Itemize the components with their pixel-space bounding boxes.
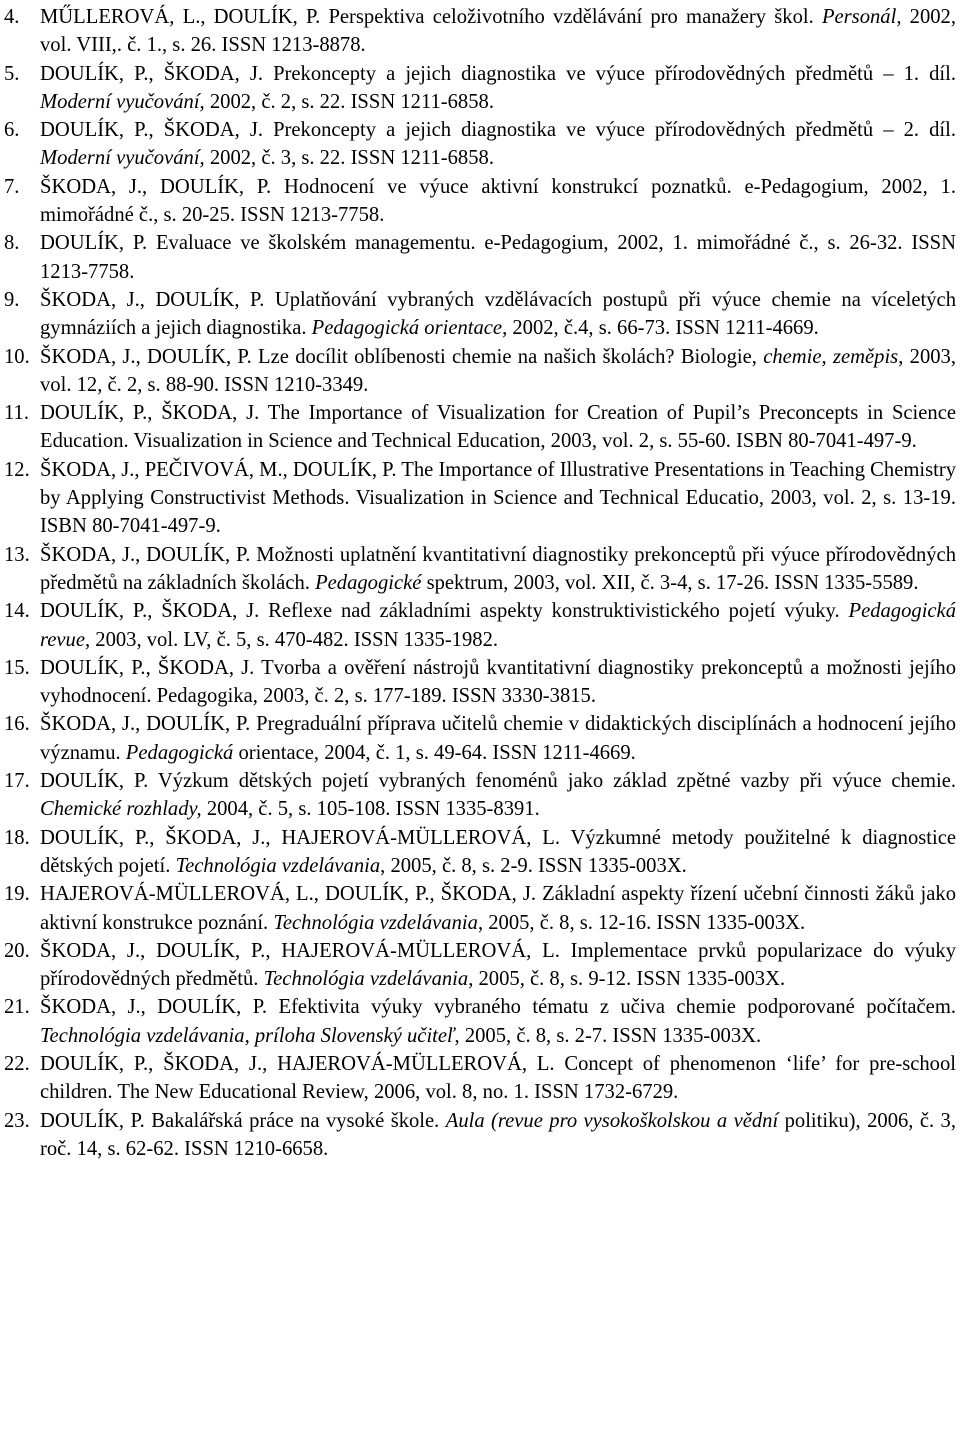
reference-number: 23.: [4, 1109, 30, 1132]
reference-entry: [4, 1050, 956, 1107]
reference-italic-title: Aula (revue pro vysokoškolskou a vědní: [445, 1109, 779, 1132]
reference-entry: [4, 654, 956, 711]
reference-italic-title: Technológia vzdelávania: [273, 911, 478, 934]
reference-text-part: ŠKODA, J., DOULÍK, P. Možnosti uplatnění kvantitativní diagnostiky prekonceptů při výuce přírodovědných předmětů na základních školách.: [40, 543, 956, 594]
reference-text-part: ŠKODA, J., DOULÍK, P. Uplatňování vybraných vzdělávacích postupů při výuce chemie na víceletých gymnáziích a jejich diagnostika.: [40, 288, 956, 340]
reference-entry: [4, 937, 956, 994]
reference-text-part: , 2003, vol. 12, č. 2, s. 88-90. ISSN 1210-3349.: [40, 345, 957, 396]
reference-italic-title: Pedagogická revue: [40, 600, 956, 651]
reference-text: [40, 824, 956, 881]
reference-number: 4.: [4, 6, 20, 28]
reference-text: [40, 767, 956, 824]
reference-italic-title: Chemické rozhlady,: [40, 798, 202, 821]
reference-text: [40, 3, 956, 60]
reference-text-part: , 2002, č.4, s. 66-73. ISSN 1211-4669.: [502, 317, 819, 340]
reference-text-part: ŠKODA, J., DOULÍK, P. Pregraduální příprava učitelů chemie v didaktických disciplínách a hodnocení jejího významu.: [40, 713, 956, 764]
reference-text-part: ŠKODA, J., DOULÍK, P., HAJEROVÁ-MÜLLEROVÁ, L. Implementace prvků popularizace do výuky přírodovědných předmětů.: [40, 939, 956, 991]
reference-text: [40, 880, 956, 937]
reference-italic-title: chemie, zeměpis: [763, 345, 899, 368]
reference-text-part: DOULÍK, P. Výzkum dětských pojetí vybraných fenoménů jako základ zpětné vazby při výuce chemie.: [40, 770, 956, 793]
reference-number: 21.: [4, 996, 30, 1019]
reference-entry: [4, 880, 956, 937]
reference-text-part: , 2005, č. 8, s. 12-16. ISSN 1335-003X.: [477, 911, 806, 934]
reference-text-part: orientace, 2004, č. 1, s. 49-64. ISSN 1211-4669.: [233, 741, 636, 764]
reference-text-part: MŰLLEROVÁ, L., DOULÍK, P. Perspektiva celoživotního vzdělávání pro manažery škol.: [40, 6, 822, 28]
reference-text-part: 2004, č. 5, s. 105-108. ISSN 1335-8391.: [201, 798, 540, 821]
reference-number: 17.: [4, 770, 30, 793]
reference-entry: [4, 767, 956, 824]
reference-text-part: ŠKODA, J., DOULÍK, P. Lze docílit oblíbenosti chemie na našich školách? Biologie,: [40, 345, 764, 368]
reference-number: 22.: [4, 1052, 30, 1075]
reference-text: [40, 541, 956, 598]
reference-number: 15.: [4, 656, 30, 679]
reference-text: [40, 1050, 956, 1107]
reference-number: 9.: [4, 288, 20, 311]
reference-text: [40, 597, 956, 654]
reference-italic-title: Technológia vzdelávania, príloha Slovenský učiteľ: [40, 1024, 455, 1047]
reference-number: 8.: [4, 232, 20, 255]
reference-text-part: DOULÍK, P., ŠKODA, J. Tvorba a ověření nástrojů kvantitativní diagnostiky prekonceptů a možnosti jejího vyhodnocení. Pedagogika, 2003, č. 2, s. 177-189. ISSN 3330-3815.: [40, 656, 956, 708]
reference-text: [40, 1107, 956, 1164]
reference-italic-title: Pedagogická orientace: [311, 317, 503, 340]
reference-number: 20.: [4, 939, 30, 962]
reference-italic-title: Moderní vyučování,: [40, 90, 205, 113]
reference-text-part: , 2005, č. 8, s. 9-12. ISSN 1335-003X.: [468, 968, 786, 991]
reference-entry: [4, 456, 956, 541]
reference-text-part: ŠKODA, J., DOULÍK, P. Hodnocení ve výuce aktivní konstrukcí poznatků. e-Pedagogium, 2002, 1. mimořádné č., s. 20-25. ISSN 1213-7758.: [40, 175, 956, 227]
reference-entry: [4, 597, 956, 654]
reference-text-part: DOULÍK, P., ŠKODA, J., HAJEROVÁ-MÜLLEROVÁ, L. Výzkumné metody použitelné k diagnostice dětských pojetí.: [40, 826, 956, 877]
reference-text-part: DOULÍK, P., ŠKODA, J. Prekoncepty a jejich diagnostika ve výuce přírodovědných předmětů – 1. díl.: [40, 62, 956, 85]
reference-entry: [4, 541, 956, 598]
reference-entry: [4, 710, 956, 767]
reference-text-part: DOULÍK, P., ŠKODA, J., HAJEROVÁ-MÜLLEROVÁ, L. Concept of phenomenon ‘life’ for pre-school children. The New Educational Review, 2006, vol. 8, no. 1. ISSN 1732-6729.: [40, 1052, 956, 1104]
reference-text-part: 2002, vol. VIII,. č. 1., s. 26. ISSN 1213-8878.: [40, 6, 956, 57]
reference-italic-title: Personál,: [821, 6, 902, 28]
reference-number: 14.: [4, 600, 30, 623]
reference-number: 19.: [4, 883, 30, 906]
reference-number: 5.: [4, 62, 20, 85]
reference-entry: [4, 229, 956, 286]
reference-number: 18.: [4, 826, 30, 849]
reference-italic-title: Technológia vzdelávania: [175, 854, 381, 877]
reference-text: [40, 286, 956, 343]
reference-entry: [4, 173, 956, 230]
reference-entry: [4, 343, 956, 400]
reference-italic-title: Technológia vzdelávania: [263, 968, 469, 991]
reference-text: [40, 710, 956, 767]
reference-text: [40, 993, 956, 1050]
reference-number: 10.: [4, 345, 30, 368]
reference-text-part: , 2005, č. 8, s. 2-7. ISSN 1335-003X.: [454, 1024, 762, 1047]
reference-text: [40, 456, 956, 541]
reference-text: [40, 229, 956, 286]
reference-entry: [4, 286, 956, 343]
reference-entry: [4, 399, 956, 456]
reference-text-part: 2002, č. 2, s. 22. ISSN 1211-6858.: [204, 90, 494, 113]
reference-text-part: DOULÍK, P., ŠKODA, J. The Importance of Visualization for Creation of Pupil’s Preconcepts in Science Education. Visualization in Science and Technical Education, 2003, vol. 2, s. 55-60. ISBN 80-7041-497-9.: [40, 402, 956, 453]
reference-italic-title: Pedagogická: [125, 741, 234, 764]
reference-text: [40, 116, 956, 173]
reference-text-part: DOULÍK, P., ŠKODA, J. Prekoncepty a jejich diagnostika ve výuce přírodovědných předmětů – 2. díl.: [40, 119, 956, 142]
reference-number: 7.: [4, 175, 20, 198]
reference-text-part: DOULÍK, P., ŠKODA, J. Reflexe nad základními aspekty konstruktivistického pojetí výuky.: [40, 600, 849, 623]
reference-text: [40, 173, 956, 230]
reference-entry: [4, 824, 956, 881]
reference-number: 6.: [4, 119, 20, 142]
reference-text-part: 2002, č. 3, s. 22. ISSN 1211-6858.: [204, 147, 494, 170]
reference-text-part: ŠKODA, J., PEČIVOVÁ, M., DOULÍK, P. The Importance of Illustrative Presentations in Teaching Chemistry by Applying Constructivist Methods. Visualization in Science and Technical Educatio, 2003, vol. 2, s. 13-19. ISBN 80-7041-497-9.: [40, 458, 956, 538]
reference-text-part: , 2003, vol. LV, č. 5, s. 470-482. ISSN 1335-1982.: [84, 628, 499, 651]
reference-text-part: spektrum, 2003, vol. XII, č. 3-4, s. 17-26. ISSN 1335-5589.: [421, 571, 919, 594]
reference-text: [40, 654, 956, 711]
reference-text: [40, 343, 956, 400]
reference-text: [40, 60, 956, 117]
reference-entry: [4, 993, 956, 1050]
reference-text-part: , 2005, č. 8, s. 2-9. ISSN 1335-003X.: [380, 854, 687, 877]
reference-text-part: DOULÍK, P. Bakalářská práce na vysoké škole.: [40, 1109, 446, 1132]
reference-entry: [4, 60, 956, 117]
reference-text-part: ŠKODA, J., DOULÍK, P. Efektivita výuky vybraného tématu z učiva chemie podporované počítačem.: [40, 996, 956, 1019]
reference-number: 11.: [4, 402, 29, 425]
reference-text: [40, 937, 956, 994]
reference-text: [40, 399, 956, 456]
reference-number: 13.: [4, 543, 30, 566]
reference-number: 12.: [4, 458, 30, 481]
reference-entry: [4, 1107, 956, 1164]
reference-entry: [4, 116, 956, 173]
reference-text-part: DOULÍK, P. Evaluace ve školském managementu. e-Pedagogium, 2002, 1. mimořádné č., s. 26-32. ISSN 1213-7758.: [40, 232, 956, 283]
reference-italic-title: Moderní vyučování,: [40, 147, 205, 170]
reference-entry: [4, 3, 956, 60]
reference-text-part: HAJEROVÁ-MÜLLEROVÁ, L., DOULÍK, P., ŠKODA, J. Základní aspekty řízení učební činnosti žáků jako aktivní konstrukce poznání.: [40, 883, 956, 934]
reference-number: 16.: [4, 713, 30, 736]
reference-text-part: politiku), 2006, č. 3, roč. 14, s. 62-62. ISSN 1210-6658.: [40, 1109, 956, 1160]
reference-italic-title: Pedagogické: [315, 571, 422, 594]
